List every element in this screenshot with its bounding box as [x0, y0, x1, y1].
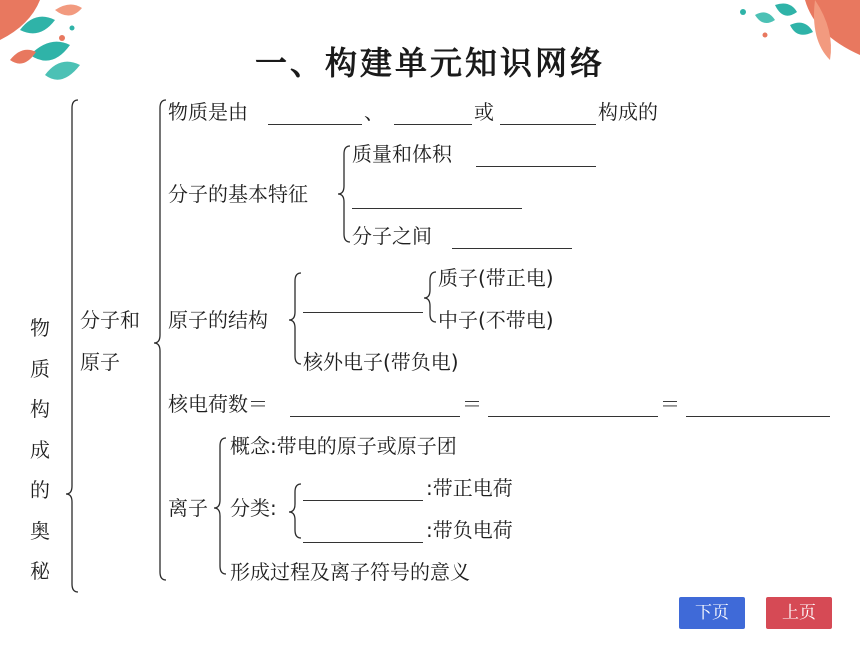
matter-prefix: 物质是由: [168, 100, 248, 124]
blank-charge-2[interactable]: [488, 416, 658, 417]
blank-nucleus[interactable]: [303, 312, 423, 313]
electron-label: 核外电子(带负电): [303, 350, 459, 374]
next-page-button[interactable]: 下页: [679, 597, 745, 629]
blank-matter-3[interactable]: [500, 124, 596, 125]
matter-suffix: 构成的: [598, 100, 658, 124]
atom-structure-label: 原子的结构: [168, 308, 268, 332]
root-label: 物质构成的奥秘: [30, 316, 50, 583]
blank-ion-negative[interactable]: [303, 542, 423, 543]
ion-label: 离子: [168, 496, 208, 520]
matter-sep2: 或: [474, 100, 494, 124]
equals-1: ＝: [462, 392, 482, 416]
ion-concept: 概念:带电的原子或原子团: [230, 434, 457, 458]
ion-negative-label: :带负电荷: [426, 518, 513, 542]
feature-1-label: 质量和体积: [352, 142, 452, 166]
proton-label: 质子(带正电): [438, 266, 554, 290]
ion-positive-label: :带正电荷: [426, 476, 513, 500]
ion-class-label: 分类:: [230, 496, 277, 520]
matter-sep1: 、: [364, 100, 384, 124]
nuclear-charge-label: 核电荷数＝: [168, 392, 268, 416]
blank-feature-2[interactable]: [352, 208, 522, 209]
page-title: 一、构建单元知识网络: [254, 44, 605, 82]
equals-2: ＝: [660, 392, 680, 416]
blank-feature-3[interactable]: [452, 248, 572, 249]
level1-label-line2: 原子: [80, 350, 120, 374]
molecule-features-label: 分子的基本特征: [168, 182, 308, 206]
level1-label-line1: 分子和: [80, 308, 140, 332]
prev-page-button[interactable]: 上页: [766, 597, 832, 629]
neutron-label: 中子(不带电): [438, 308, 554, 332]
blank-charge-3[interactable]: [686, 416, 830, 417]
feature-3-label: 分子之间: [352, 224, 432, 248]
blank-matter-1[interactable]: [268, 124, 362, 125]
blank-matter-2[interactable]: [394, 124, 472, 125]
blank-ion-positive[interactable]: [303, 500, 423, 501]
blank-feature-1[interactable]: [476, 166, 596, 167]
ion-formation: 形成过程及离子符号的意义: [230, 560, 470, 584]
blank-charge-1[interactable]: [290, 416, 460, 417]
